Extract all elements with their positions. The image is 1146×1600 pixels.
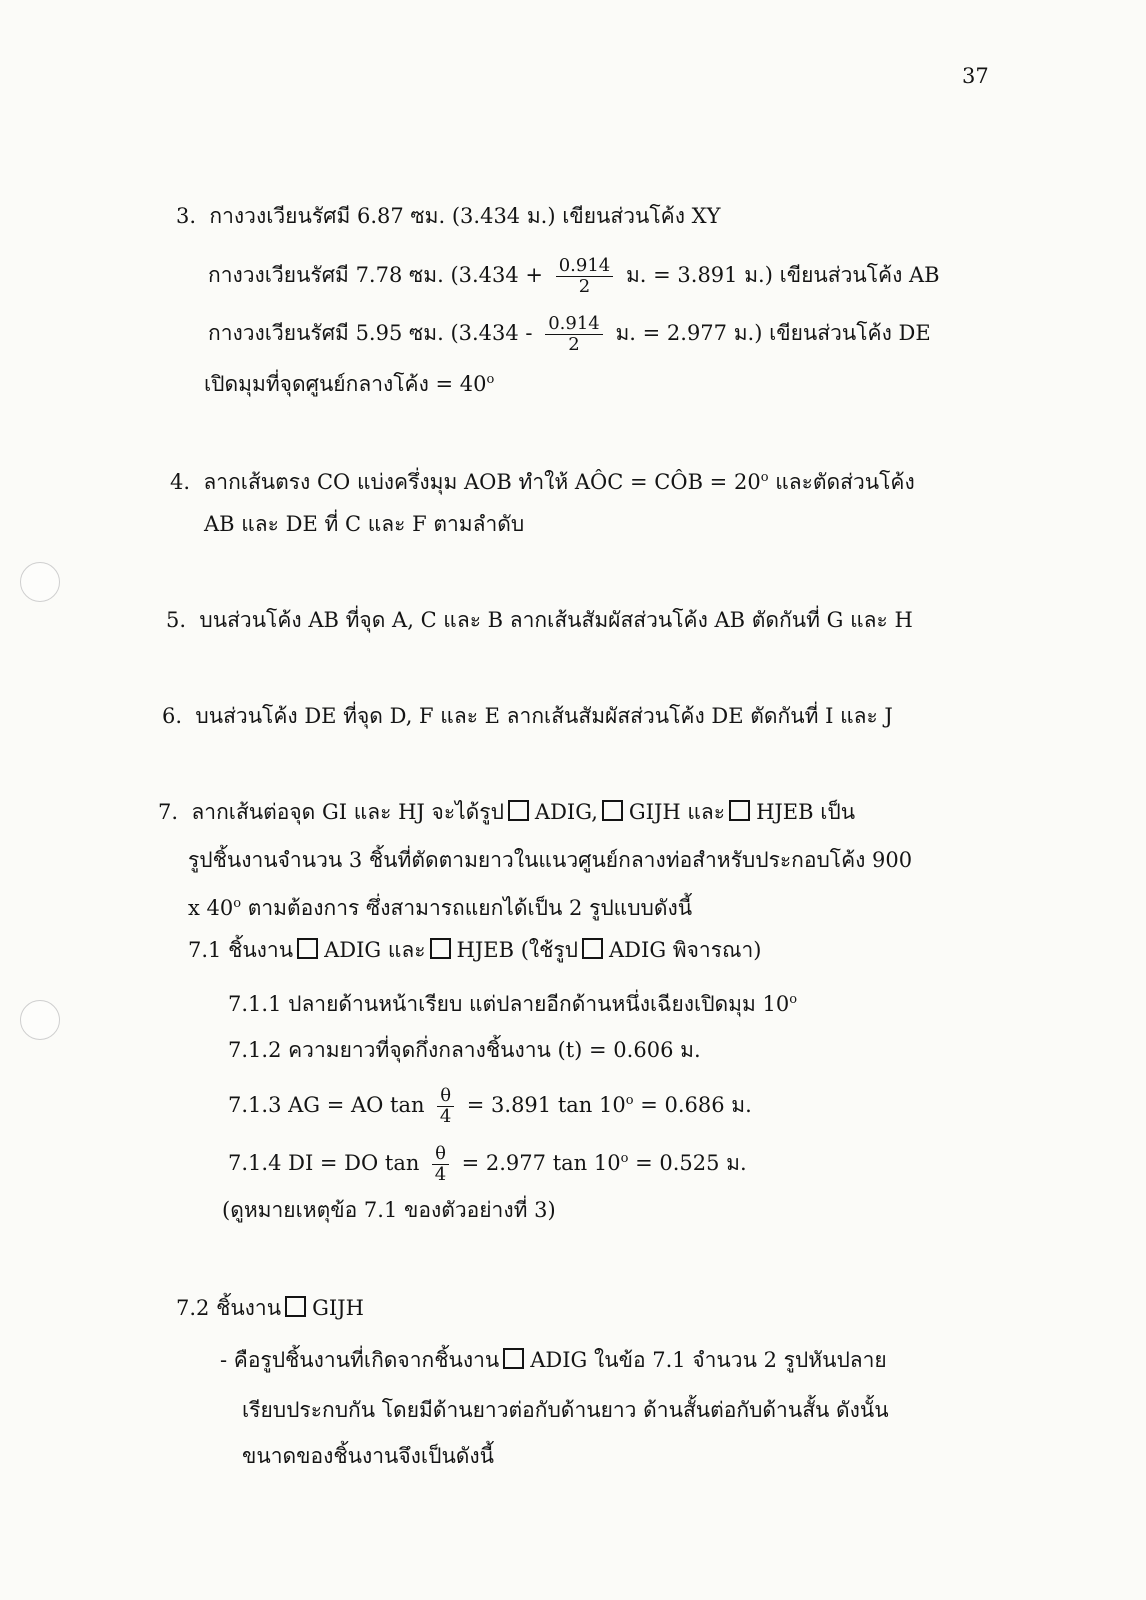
item-7-2-line-3	[242, 1442, 494, 1470]
step-number: 7.	[158, 800, 179, 824]
step-text: เรียบประกบกัน โดยมีด้านยาวต่อกับด้านยาว ด้านสั้นต่อกับด้านสั้น ดังนั้น	[242, 1398, 889, 1422]
step-text: เปิดมุมที่จุดศูนย์กลางโค้ง = 40	[204, 372, 487, 396]
step-3-line-2	[208, 256, 940, 297]
numerator: θ	[432, 1144, 449, 1165]
step-text: 7.1 ชิ้นงาน	[188, 938, 294, 962]
degree-mark: o	[233, 896, 242, 911]
fraction	[556, 256, 614, 297]
step-text: และตัดส่วนโค้ง	[768, 470, 915, 494]
step-text: บนส่วนโค้ง AB ที่จุด A, C และ B ลากเส้นสัมผัสส่วนโค้ง AB ตัดกันที่ G และ H	[199, 608, 913, 632]
step-text: HJEB (ใช้รูป	[456, 938, 579, 962]
item-7-1-3	[228, 1086, 752, 1127]
note-7-1	[222, 1196, 556, 1224]
step-5-line-1	[166, 606, 913, 634]
item-7-2-line-2	[242, 1396, 889, 1424]
step-text: กางวงเวียนรัศมี 5.95 ซม. (3.434 -	[208, 321, 533, 345]
step-text: ADIG ในข้อ 7.1 จำนวน 2 รูปหันปลาย	[530, 1348, 887, 1372]
item-7-1-4	[228, 1144, 747, 1185]
degree-mark: o	[620, 1151, 629, 1166]
step-7-line-3	[188, 890, 692, 922]
step-text: 7.1.4 DI = DO tan	[228, 1151, 420, 1175]
step-6-line-1	[162, 702, 893, 730]
rectangle-symbol-icon	[297, 938, 318, 959]
step-text: = 0.525 ม.	[628, 1151, 747, 1175]
step-text: ตามต้องการ ซึ่งสามารถแยกได้เป็น 2 รูปแบบดังนี้	[241, 896, 693, 920]
degree-mark: o	[625, 1093, 634, 1108]
denominator: 2	[578, 276, 591, 297]
step-3-line-4	[204, 366, 494, 398]
rectangle-symbol-icon	[285, 1296, 306, 1317]
numerator: θ	[437, 1086, 454, 1107]
step-text: = 3.891 tan 10	[466, 1093, 626, 1117]
fraction	[437, 1086, 454, 1127]
step-3-line-1	[176, 202, 720, 230]
step-text: GIJH	[312, 1296, 364, 1320]
binder-hole	[20, 1000, 60, 1040]
step-7-line-1	[158, 798, 855, 826]
step-number: 6.	[162, 704, 183, 728]
rectangle-symbol-icon	[508, 800, 529, 821]
step-text: (ดูหมายเหตุข้อ 7.1 ของตัวอย่างที่ 3)	[222, 1198, 556, 1222]
step-text: ม. = 3.891 ม.) เขียนส่วนโค้ง AB	[625, 263, 940, 287]
step-text: ลากเส้นต่อจุด GI และ HJ จะได้รูป	[191, 800, 504, 824]
step-text: ม. = 2.977 ม.) เขียนส่วนโค้ง DE	[615, 321, 931, 345]
step-number: 3.	[176, 204, 197, 228]
step-text: รูปชิ้นงานจำนวน 3 ชิ้นที่ตัดตามยาวในแนวศูนย์กลางท่อสำหรับประกอบโค้ง 900	[188, 848, 913, 872]
step-text: = 2.977 tan 10	[461, 1151, 621, 1175]
step-text: ADIG พิจารณา)	[609, 938, 762, 962]
step-text: บนส่วนโค้ง DE ที่จุด D, F และ E ลากเส้นสัมผัสส่วนโค้ง DE ตัดกันที่ I และ J	[195, 704, 893, 728]
step-text: - คือรูปชิ้นงานที่เกิดจากชิ้นงาน	[220, 1348, 500, 1372]
step-text: 7.1.3 AG = AO tan	[228, 1093, 425, 1117]
step-text: กางวงเวียนรัศมี 6.87 ซม. (3.434 ม.) เขียนส่วนโค้ง XY	[209, 204, 721, 228]
step-text: HJEB เป็น	[756, 800, 856, 824]
rectangle-symbol-icon	[582, 938, 603, 959]
step-4-line-2	[204, 510, 524, 538]
step-text: 7.1.2 ความยาวที่จุดกึ่งกลางชิ้นงาน (t) = 0.606 ม.	[228, 1038, 701, 1062]
step-4-line-1	[170, 464, 915, 496]
degree-mark: o	[760, 470, 769, 485]
numerator: 0.914	[545, 314, 603, 335]
step-text: ADIG,	[534, 800, 598, 824]
rectangle-symbol-icon	[430, 938, 451, 959]
step-text: GIJH และ	[628, 800, 726, 824]
step-text: = 0.686 ม.	[633, 1093, 752, 1117]
item-7-1-1	[228, 986, 797, 1018]
rectangle-symbol-icon	[602, 800, 623, 821]
step-3-line-3	[208, 314, 931, 355]
step-text: x 40	[188, 896, 234, 920]
step-text: ขนาดของชิ้นงานจึงเป็นดังนี้	[242, 1444, 495, 1468]
degree-mark: o	[486, 372, 495, 387]
substep-7-1-heading	[188, 936, 761, 964]
step-text: ลากเส้นตรง CO แบ่งครึ่งมุม AOB ทำให้ AÔC = CÔB = 20	[203, 470, 761, 494]
denominator: 4	[434, 1164, 447, 1185]
substep-7-2-heading	[176, 1294, 364, 1322]
rectangle-symbol-icon	[503, 1348, 524, 1369]
step-7-line-2	[188, 846, 912, 874]
degree-mark: o	[789, 992, 798, 1007]
fraction	[545, 314, 603, 355]
step-text: ADIG และ	[324, 938, 426, 962]
step-number: 5.	[166, 608, 187, 632]
page-number: 37	[962, 64, 989, 88]
step-text: กางวงเวียนรัศมี 7.78 ซม. (3.434 +	[208, 263, 544, 287]
fraction	[432, 1144, 449, 1185]
denominator: 2	[568, 334, 580, 355]
step-text: AB และ DE ที่ C และ F ตามลำดับ	[204, 512, 525, 536]
step-text: 7.2 ชิ้นงาน	[176, 1296, 282, 1320]
rectangle-symbol-icon	[729, 800, 750, 821]
item-7-1-2	[228, 1036, 701, 1064]
step-number: 4.	[170, 470, 191, 494]
step-text: 7.1.1 ปลายด้านหน้าเรียบ แต่ปลายอีกด้านหนึ่งเฉียงเปิดมุม 10	[228, 992, 790, 1016]
numerator: 0.914	[556, 256, 614, 277]
item-7-2-line-1	[220, 1346, 887, 1374]
denominator: 4	[439, 1106, 452, 1127]
binder-hole	[20, 562, 60, 602]
